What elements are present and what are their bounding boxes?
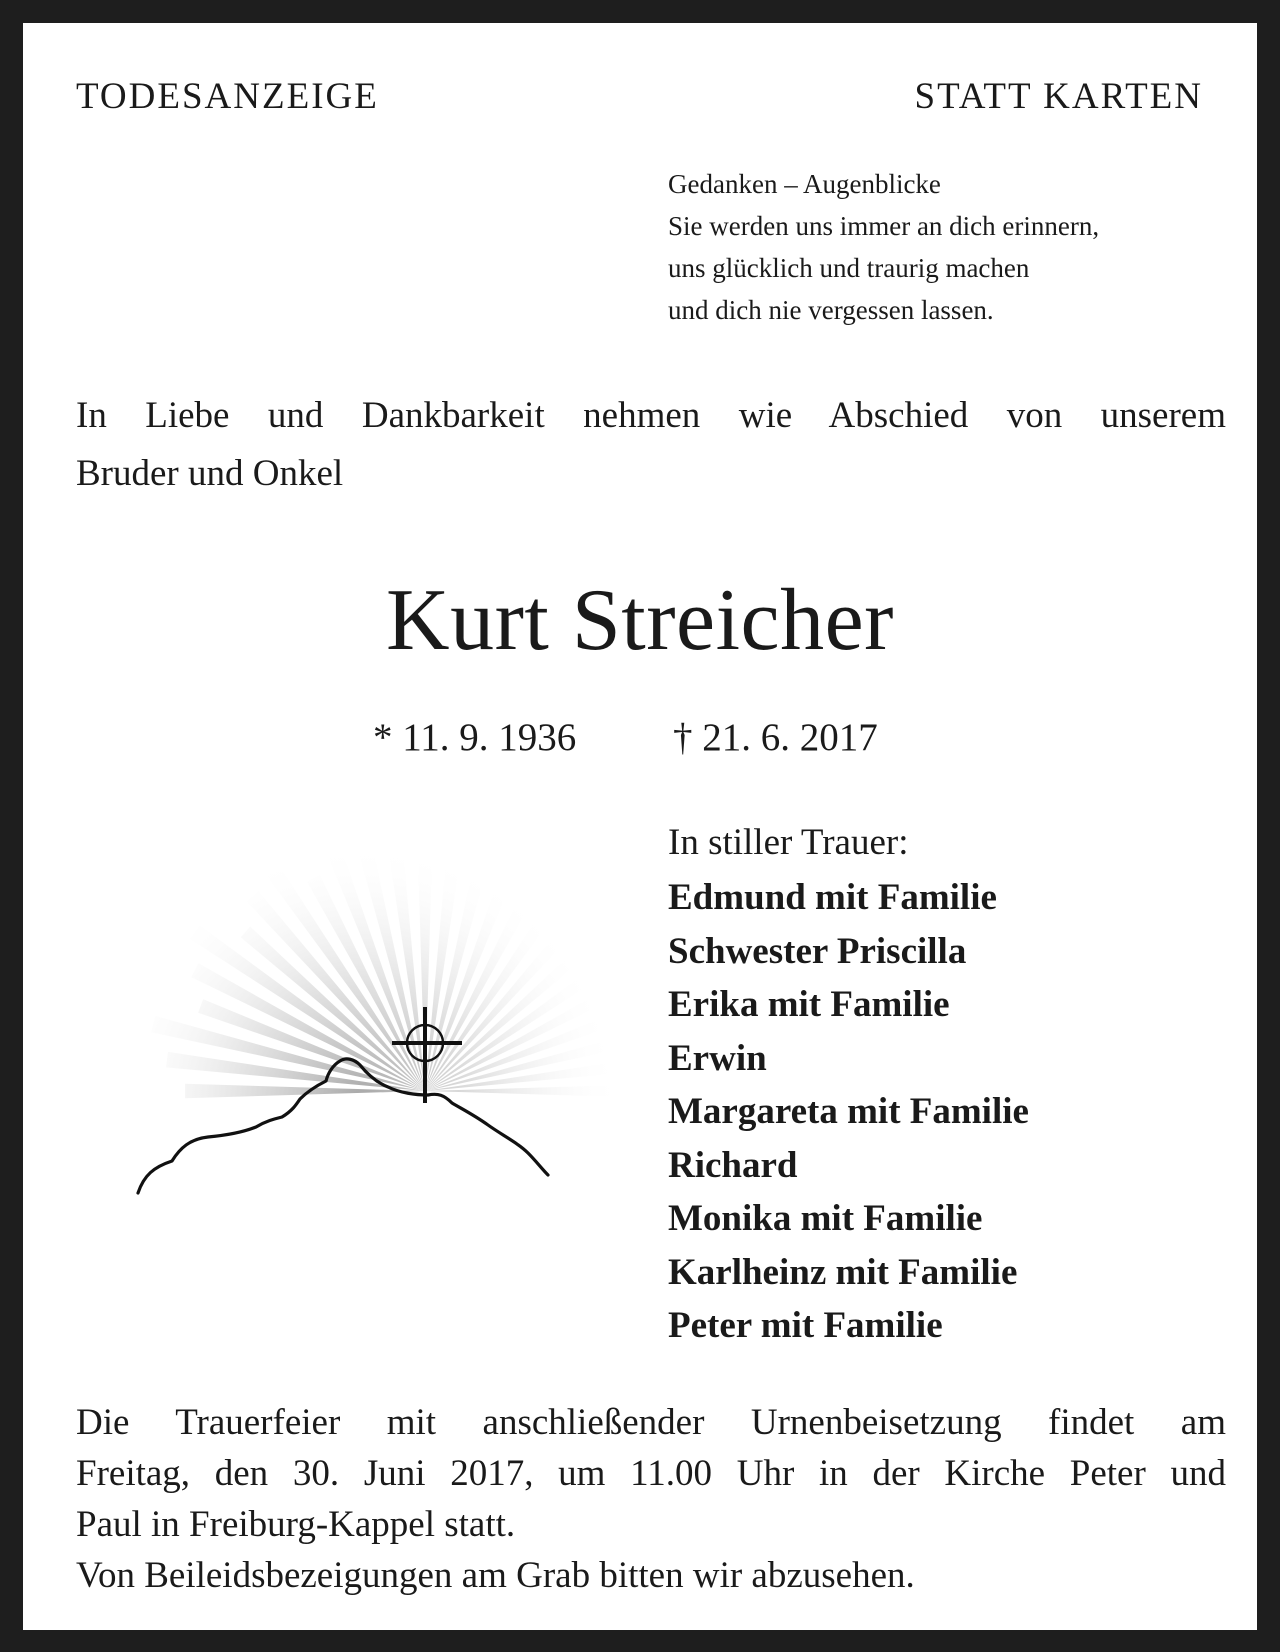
deceased-name: Kurt Streicher bbox=[386, 572, 894, 669]
poem-line: Gedanken – Augenblicke bbox=[668, 169, 941, 199]
mourner-name: Monika mit Familie bbox=[668, 1198, 983, 1239]
sunray bbox=[425, 1052, 638, 1091]
mourner-name: Erwin bbox=[668, 1037, 767, 1079]
birth-date: * 11. 9. 1936 bbox=[373, 716, 577, 759]
mourner-name: Margareta mit Familie bbox=[668, 1091, 1029, 1132]
intro-line: Bruder und Onkel bbox=[76, 453, 344, 494]
poem-line: Sie werden uns immer an dich erinnern, bbox=[668, 211, 1100, 241]
ceremony-line: Die Trauerfeier mit anschließender Urnenbeisetzung findet am bbox=[76, 1402, 1226, 1443]
sunray bbox=[425, 1083, 638, 1100]
notice-note-heading: STATT KARTEN bbox=[914, 76, 1203, 117]
mourner-name: Peter mit Familie bbox=[668, 1305, 943, 1346]
poem-line: uns glücklich und traurig machen bbox=[668, 253, 1030, 283]
obituary-notice bbox=[23, 23, 1257, 1630]
mourners-list bbox=[668, 817, 1029, 1353]
death-date: † 21. 6. 2017 bbox=[673, 716, 878, 759]
mourner-name: Richard bbox=[668, 1144, 798, 1186]
mourner-name: Schwester Priscilla bbox=[668, 930, 967, 972]
mountain-cross-sunrays-icon bbox=[78, 823, 638, 1248]
notice-type-heading: TODESANZEIGE bbox=[76, 76, 379, 117]
poem-line: und dich nie vergessen lassen. bbox=[668, 295, 994, 325]
sunrays bbox=[151, 823, 638, 1099]
mourner-name: Karlheinz mit Familie bbox=[668, 1251, 1018, 1293]
mourner-name: Edmund mit Familie bbox=[668, 877, 997, 918]
ceremony-line: Paul in Freiburg-Kappel statt. bbox=[76, 1504, 516, 1545]
ceremony-line: Von Beileidsbezeigungen am Grab bitten wir abzusehen. bbox=[76, 1555, 915, 1596]
ceremony-info bbox=[76, 1397, 1226, 1601]
intro-line: In Liebe und Dankbarkeit nehmen wie Abschied von unserem bbox=[76, 395, 1226, 436]
intro-text bbox=[76, 387, 1226, 503]
ceremony-line: Freitag, den 30. Juni 2017, um 11.00 Uhr in der Kirche Peter und bbox=[76, 1453, 1226, 1494]
poem bbox=[668, 163, 1099, 331]
mourners-label: In stiller Trauer: bbox=[668, 822, 909, 863]
mourner-name: Erika mit Familie bbox=[668, 984, 950, 1025]
